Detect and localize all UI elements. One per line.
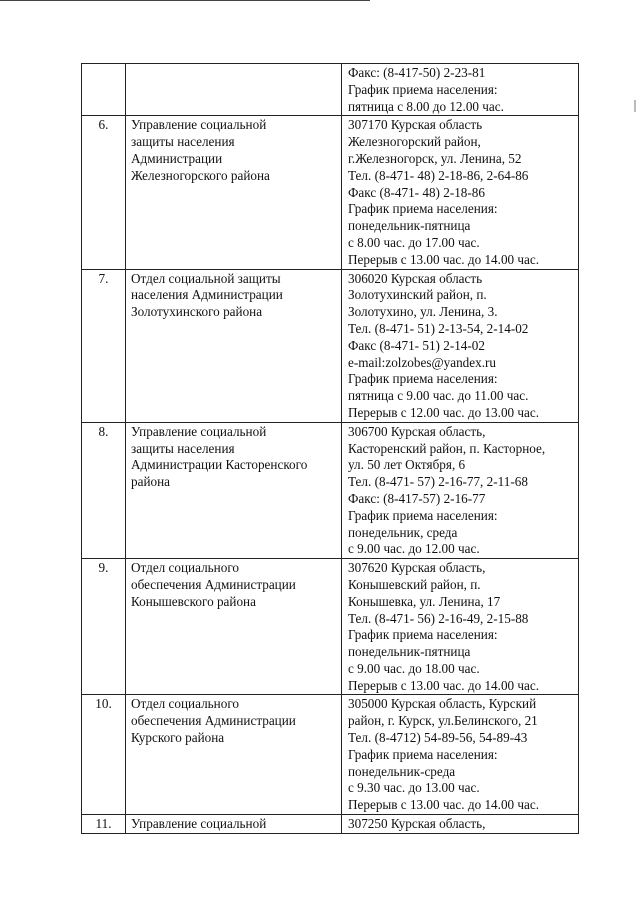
- organization-line: Администрации Касторенского: [131, 457, 308, 473]
- contact-info-line: График приема населения:: [348, 371, 498, 387]
- organization-line: обеспечения Администрации: [131, 713, 296, 729]
- contact-info-line: пятница с 9.00 час. до 11.00 час.: [348, 388, 529, 404]
- row-number-cell: 6.: [82, 116, 126, 269]
- contact-info-line: 306020 Курская область: [348, 270, 483, 286]
- organization-line: Управление социальной: [131, 117, 267, 133]
- organization-line: Отдел социального: [131, 696, 240, 712]
- contact-info-line: Железногорский район,: [348, 134, 481, 150]
- contact-info-line: понедельник-пятница: [348, 644, 471, 660]
- table-row: [82, 116, 579, 269]
- organization-cell: [126, 815, 342, 834]
- organization-line: района: [131, 474, 171, 490]
- contact-info-line: График приема населения:: [348, 627, 498, 643]
- row-number-cell: 10.: [82, 695, 126, 815]
- contact-info-line: с 8.00 час. до 17.00 час.: [348, 234, 480, 250]
- contact-info-line: 305000 Курская область, Курский: [348, 696, 537, 712]
- contact-info-line: График приема населения:: [348, 201, 498, 217]
- contact-info-cell: [342, 559, 579, 695]
- contact-info-line: понедельник, среда: [348, 524, 458, 540]
- contact-info-line: Тел. (8-471- 51) 2-13-54, 2-14-02: [348, 320, 529, 336]
- contact-info-line: Тел. (8-4712) 54-89-56, 54-89-43: [348, 730, 528, 746]
- offices-table-body: [82, 64, 579, 834]
- contact-info-line: 307620 Курская область,: [348, 560, 486, 576]
- contact-info-line: ул. 50 лет Октября, 6: [348, 457, 466, 473]
- contact-info-cell: [342, 64, 579, 116]
- organization-cell: [126, 116, 342, 269]
- organization-line: населения Администрации: [131, 287, 283, 303]
- contact-info-line: Факс (8-471- 48) 2-18-86: [348, 184, 485, 200]
- organization-cell: [126, 559, 342, 695]
- row-number-cell: 9.: [82, 559, 126, 695]
- contact-info-cell: [342, 269, 579, 422]
- contact-info-cell: [342, 815, 579, 834]
- row-number-cell: 7.: [82, 269, 126, 422]
- contact-info-line: e-mail:zolzobes@yandex.ru: [348, 354, 496, 370]
- organization-line: Управление социальной: [131, 423, 267, 439]
- contact-info-line: График приема населения:: [348, 81, 498, 97]
- table-row: [82, 695, 579, 815]
- offices-table: [81, 63, 579, 834]
- table-row: [82, 559, 579, 695]
- contact-info-line: с 9.30 час. до 13.00 час.: [348, 780, 480, 796]
- contact-info-line: Факс (8-471- 51) 2-14-02: [348, 337, 485, 353]
- table-row: [82, 815, 579, 834]
- contact-info-line: район, г. Курск, ул.Белинского, 21: [348, 713, 538, 729]
- contact-info-line: 306700 Курская область,: [348, 423, 486, 439]
- organization-cell: [126, 64, 342, 116]
- contact-info-line: Золотухино, ул. Ленина, 3.: [348, 304, 498, 320]
- organization-line: обеспечения Администрации: [131, 576, 296, 592]
- contact-info-line: понедельник-пятница: [348, 218, 471, 234]
- organization-line: Конышевского района: [131, 593, 256, 609]
- organization-cell: [126, 422, 342, 558]
- contact-info-line: Тел. (8-471- 56) 2-16-49, 2-15-88: [348, 610, 529, 626]
- contact-info-line: Перерыв с 13.00 час. до 14.00 час.: [348, 251, 540, 267]
- contact-info-line: г.Железногорск, ул. Ленина, 52: [348, 150, 522, 166]
- contact-info-line: с 9.00 час. до 18.00 час.: [348, 660, 480, 676]
- contact-info-line: График приема населения:: [348, 746, 498, 762]
- contact-info-line: Перерыв с 13.00 час. до 14.00 час.: [348, 677, 540, 693]
- contact-info-line: Касторенский район, п. Касторное,: [348, 440, 546, 456]
- organization-line: Управление социальной: [131, 816, 267, 832]
- organization-line: Отдел социального: [131, 560, 240, 576]
- contact-info-line: 307170 Курская область: [348, 117, 483, 133]
- scan-mark: [634, 100, 636, 112]
- table-row: [82, 422, 579, 558]
- table-row: [82, 64, 579, 116]
- contact-info-line: Тел. (8-471- 48) 2-18-86, 2-64-86: [348, 167, 529, 183]
- contact-info-line: График приема населения:: [348, 507, 498, 523]
- contact-info-line: Золотухинский район, п.: [348, 287, 487, 303]
- contact-info-line: 307250 Курская область,: [348, 816, 486, 832]
- organization-line: Администрации: [131, 150, 223, 166]
- organization-line: Отдел социальной защиты: [131, 270, 281, 286]
- organization-line: Железногорского района: [131, 167, 270, 183]
- contact-info-line: Факс: (8-417-57) 2-16-77: [348, 490, 486, 506]
- contact-info-line: пятница с 8.00 до 12.00 час.: [348, 98, 504, 114]
- contact-info-line: Конышевка, ул. Ленина, 17: [348, 593, 501, 609]
- contact-info-line: Факс: (8-417-50) 2-23-81: [348, 65, 486, 80]
- contact-info-line: Перерыв с 13.00 час. до 14.00 час.: [348, 797, 540, 813]
- contact-info-line: понедельник-среда: [348, 763, 456, 779]
- contact-info-line: Конышевский район, п.: [348, 576, 481, 592]
- organization-cell: [126, 695, 342, 815]
- contact-info-cell: [342, 695, 579, 815]
- top-rule: [0, 0, 370, 1]
- organization-line: Курского района: [131, 730, 225, 746]
- contact-info-line: Перерыв с 12.00 час. до 13.00 час.: [348, 404, 540, 420]
- contact-info-line: с 9.00 час. до 12.00 час.: [348, 541, 480, 557]
- contact-info-line: Тел. (8-471- 57) 2-16-77, 2-11-68: [348, 474, 528, 490]
- contact-info-cell: [342, 422, 579, 558]
- row-number-cell: [82, 64, 126, 116]
- table-row: [82, 269, 579, 422]
- organization-line: защиты населения: [131, 440, 235, 456]
- organization-line: Золотухинского района: [131, 304, 263, 320]
- contact-info-cell: [342, 116, 579, 269]
- organization-line: защиты населения: [131, 134, 235, 150]
- row-number-cell: 8.: [82, 422, 126, 558]
- row-number-cell: 11.: [82, 815, 126, 834]
- organization-cell: [126, 269, 342, 422]
